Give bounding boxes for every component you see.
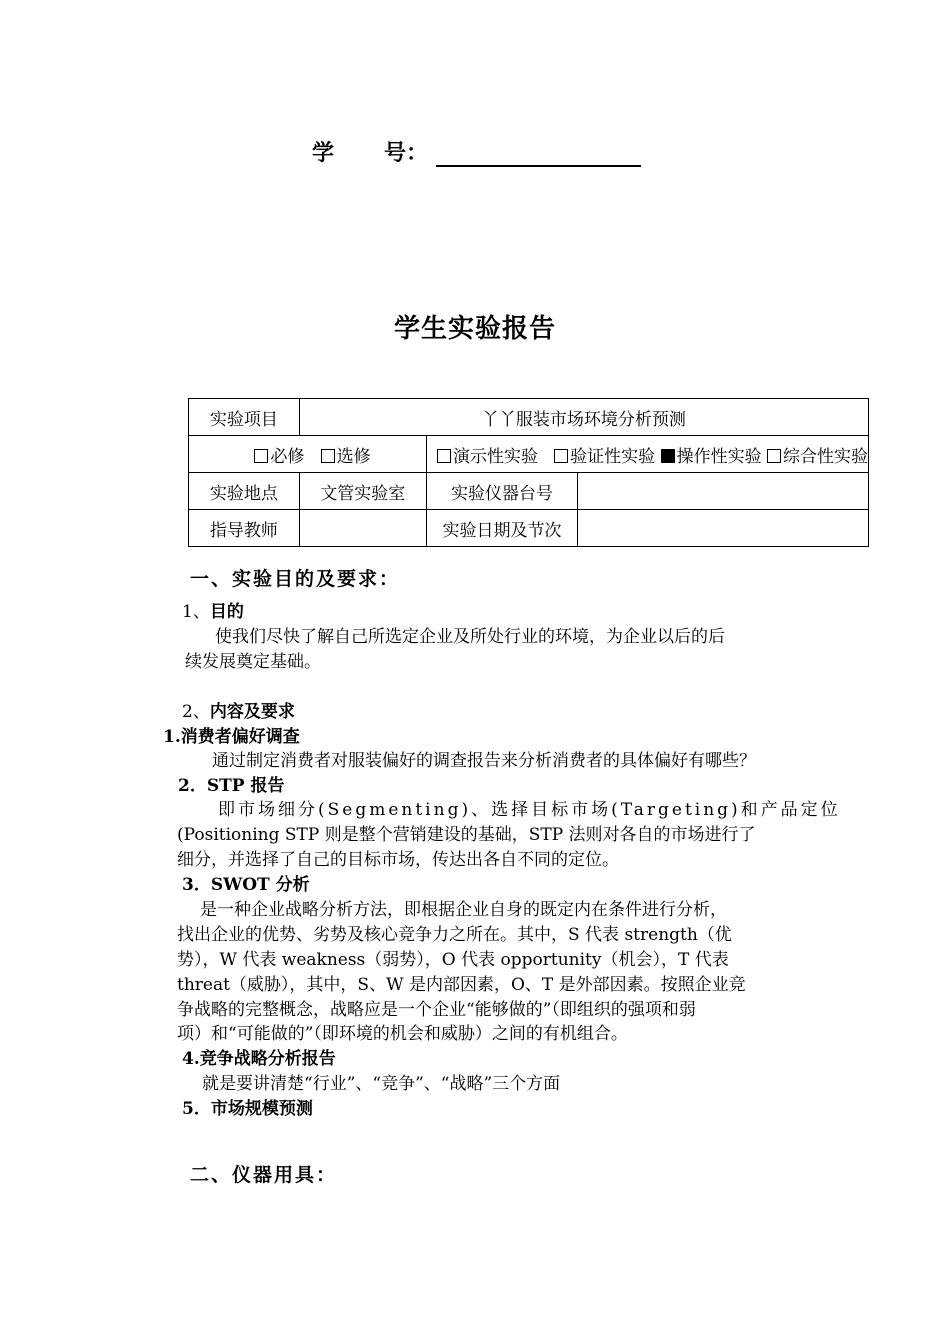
instrument-label: 实验仪器台号 [426, 473, 577, 510]
item-3-line-5: 争战略的完整概念，战略应是一个企业“能够做的”（即组织的强项和弱 [177, 1000, 696, 1020]
option-required[interactable]: 必修 [254, 447, 304, 467]
location-value: 文管实验室 [299, 473, 426, 510]
date-label: 实验日期及节次 [426, 510, 577, 547]
item-3-title: 3．SWOT 分析 [182, 875, 310, 895]
item-1-line: 通过制定消费者对服装偏好的调查报告来分析消费者的具体偏好有哪些？ [212, 751, 756, 771]
item-5-title: 5．市场规模预测 [182, 1099, 313, 1119]
purpose-heading: 1、目的 [182, 602, 244, 622]
section1-heading: 一、实验目的及要求： [190, 568, 401, 590]
item-4-title: 4.竞争战略分析报告 [182, 1049, 336, 1069]
option-operate[interactable]: 操作性实验 [661, 447, 762, 467]
checkbox-checked-icon [661, 449, 675, 463]
item-2-line-1: 即市场细分(Segmenting)、选择目标市场(Targeting)和产品定位 [218, 800, 841, 820]
item-3-line-3: 势），W 代表 weakness（弱势），O 代表 opportunity（机会），T 代表 [177, 950, 729, 970]
checkbox-icon [767, 449, 781, 463]
item-1-title: 1.消费者偏好调查 [163, 727, 300, 747]
option-elective[interactable]: 选修 [321, 447, 371, 467]
item-2-line-3: 细分，并选择了自己的目标市场，传达出各自不同的定位。 [177, 850, 619, 870]
checkbox-icon [437, 449, 451, 463]
project-value: 丫丫服装市场环境分析预测 [299, 399, 868, 436]
project-label: 实验项目 [189, 399, 300, 436]
item-4-line: 就是要讲清楚“行业”、“竞争”、“战略”三个方面 [202, 1074, 561, 1094]
report-title: 学生实验报告 [393, 314, 556, 344]
purpose-line-1: 使我们尽快了解自己所选定企业及所处行业的环境，为企业以后的后 [215, 627, 725, 647]
teacher-label: 指导教师 [189, 510, 300, 547]
checkbox-icon [554, 449, 568, 463]
instrument-value[interactable] [577, 473, 868, 510]
item-3-line-1: 是一种企业战略分析方法，即根据企业自身的既定内在条件进行分析， [200, 900, 727, 920]
experiment-info-table [188, 398, 869, 547]
teacher-value[interactable] [299, 510, 426, 547]
item-2-line-2: (Positioning STP 则是整个营销建设的基础，STP 法则对各自的市场进行了 [177, 825, 756, 845]
item-3-line-4: threat（威胁），其中，S、W 是内部因素，O、T 是外部因素。按照企业竞 [177, 975, 746, 995]
student-id-label-2: 号： [384, 140, 429, 166]
experiment-type-cell [426, 436, 868, 473]
student-id-label-1: 学 [312, 140, 335, 166]
item-2-title: 2．STP 报告 [178, 776, 285, 796]
checkbox-icon [254, 449, 268, 463]
section2-heading: 二、仪器用具： [190, 1164, 338, 1186]
course-type-cell [189, 436, 427, 473]
option-verify[interactable]: 验证性实验 [554, 447, 655, 467]
purpose-line-2: 续发展奠定基础。 [185, 652, 321, 672]
checkbox-icon [321, 449, 335, 463]
option-demo[interactable]: 演示性实验 [437, 447, 538, 467]
option-comprehensive[interactable]: 综合性实验 [767, 447, 868, 467]
date-value[interactable] [577, 510, 868, 547]
student-id-blank[interactable] [436, 141, 641, 167]
student-id-line [312, 136, 641, 167]
item-3-line-6: 项）和“可能做的”（即环境的机会和威胁）之间的有机组合。 [177, 1024, 628, 1044]
location-label: 实验地点 [189, 473, 300, 510]
item-3-line-2: 找出企业的优势、劣势及核心竞争力之所在。其中，S 代表 strength（优 [177, 925, 732, 945]
content-heading: 2、内容及要求 [182, 702, 295, 722]
